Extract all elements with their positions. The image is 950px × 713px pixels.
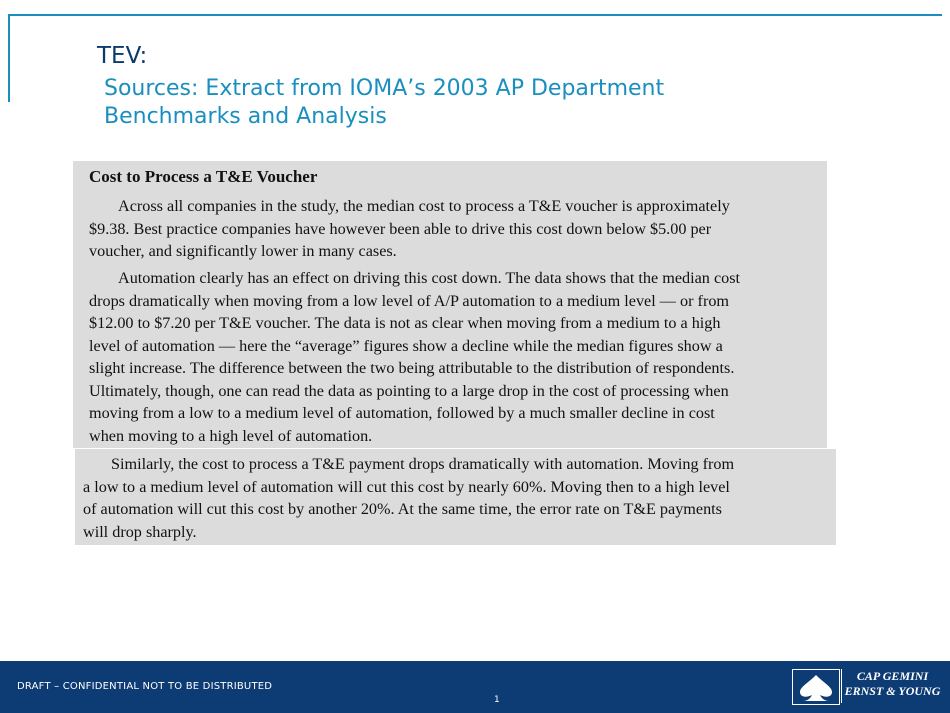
scanned-excerpt-upper [73, 161, 827, 448]
scanned-excerpt-lower [75, 449, 836, 545]
text-line: Similarly, the cost to process a T&E payment drops dramatically with automation. Moving from [111, 455, 735, 473]
excerpt-heading: Cost to Process a T&E Voucher [89, 167, 318, 186]
slide-title: TEV: [97, 43, 148, 69]
text-line: Automation clearly has an effect on driving this cost down. The data shows that the median cost [118, 269, 741, 287]
text-line: Ultimately, though, one can read the data as pointing to a large drop in the cost of processing when [89, 381, 729, 400]
text-line: of automation will cut this cost by another 20%. At the same time, the error rate on T&E payments [83, 500, 722, 518]
text-line: $9.38. Best practice companies have however been able to drive this cost down below $5.00 per [89, 219, 712, 238]
company-logo [790, 667, 944, 707]
text-line: level of automation — here the “average” figures show a decline while the median figures show a [89, 336, 723, 355]
spade-logo-icon [792, 669, 840, 705]
page-number: 1 [494, 695, 500, 705]
text-line: $12.00 to $7.20 per T&E voucher. The data is not as clear when moving from a medium to a high [89, 314, 721, 332]
text-line: will drop sharply. [83, 522, 197, 541]
subtitle-line: Benchmarks and Analysis [104, 104, 387, 129]
footer-bar [0, 661, 950, 713]
text-line: a low to a medium level of automation will cut this cost by nearly 60%. Moving then to a high level [83, 477, 730, 496]
text-line: when moving to a high level of automation. [89, 426, 373, 445]
top-rule [8, 14, 942, 16]
left-rule [8, 14, 10, 102]
text-line: Across all companies in the study, the median cost to process a T&E voucher is approximately [118, 197, 730, 215]
text-line: voucher, and significantly lower in many cases. [89, 242, 397, 260]
subtitle-line: Sources: Extract from IOMA’s 2003 AP Department [104, 76, 665, 101]
text-line: moving from a low to a medium level of automation, followed by a much smaller decline in cost [89, 404, 715, 422]
excerpt-paragraph-3 [83, 453, 828, 543]
logo-line-1: CAP GEMINI [856, 669, 929, 683]
logo-line-2: ERNST & YOUNG [844, 684, 941, 698]
slide-subtitle [104, 75, 804, 131]
excerpt-paragraph-2 [89, 267, 816, 447]
confidential-notice: DRAFT – CONFIDENTIAL NOT TO BE DISTRIBUTED [17, 681, 273, 692]
text-line: slight increase. The difference between the two being attributable to the distribution of respondents. [89, 359, 735, 377]
excerpt-paragraph-1 [89, 195, 816, 263]
text-line: drops dramatically when moving from a low level of A/P automation to a medium level — or from [89, 291, 730, 310]
logo-wordmark [841, 669, 943, 703]
